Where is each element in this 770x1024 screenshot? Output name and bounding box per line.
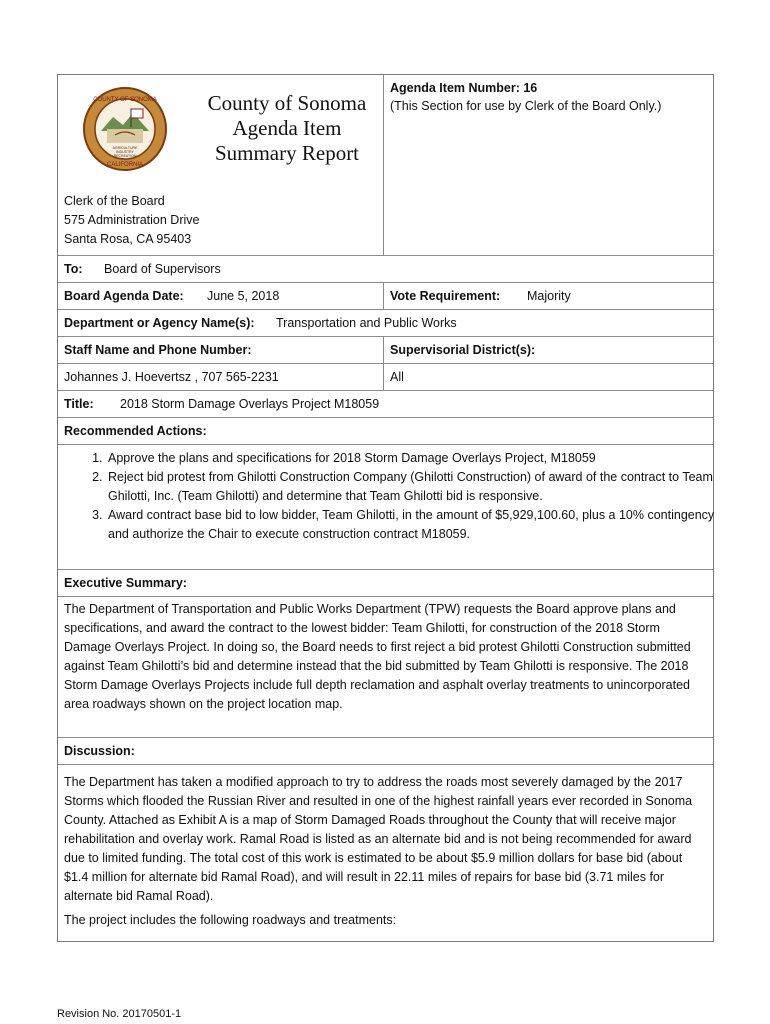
title-label: Title: [64, 397, 94, 411]
vote-requirement-label: Vote Requirement: [390, 289, 501, 303]
report-title-line1: County of Sonoma [207, 91, 367, 115]
executive-body-row [58, 596, 713, 737]
department-row [58, 309, 713, 336]
seal-top-text: COUNTY OF SONOMA [93, 97, 157, 103]
staff-label: Staff Name and Phone Number: [64, 343, 252, 357]
to-label: To: [64, 262, 83, 276]
county-seal [83, 87, 167, 171]
report-title-line3: Summary Report [214, 141, 360, 165]
discussion-paragraph-2: The project includes the following roadways and treatments: [64, 913, 397, 927]
date-vote-divider [383, 283, 384, 309]
recommended-action-item: 3. Award contract base bid to low bidder, Team Ghilotti, in the amount of $5,929,100.60, plus a 10% contingency and authorize the Chair to execute construction contract M18059. [106, 506, 736, 544]
agenda-date-label: Board Agenda Date: [64, 289, 184, 303]
seal-motto-line2: INDUSTRY [116, 150, 134, 154]
executive-header-row [58, 569, 713, 596]
vote-requirement-value: Majority [527, 289, 571, 303]
agenda-date-value: June 5, 2018 [207, 289, 280, 303]
discussion-body-row [58, 764, 713, 942]
clerk-address-line2: 575 Administration Drive [64, 213, 200, 227]
header-divider [383, 75, 384, 255]
recommended-action-item: 2. Reject bid protest from Ghilotti Construction Company (Ghilotti Construction) of award of the contract to Team Ghilotti, Inc. (Team Ghilotti) and determine that Team Ghilotti bid is responsive. [106, 468, 736, 506]
clerk-only-note: (This Section for use by Clerk of the Board Only.) [390, 99, 662, 113]
staff-value: Johannes J. Hoevertsz , 707 565-2231 [64, 370, 279, 384]
seal-bottom-text: CALIFORNIA [106, 162, 144, 168]
recommended-action-item: 1. Approve the plans and specifications for 2018 Storm Damage Overlays Project, M18059 [106, 449, 736, 468]
discussion-label: Discussion: [64, 744, 135, 758]
executive-summary-label: Executive Summary: [64, 576, 187, 590]
department-value: Transportation and Public Works [276, 316, 457, 330]
agenda-summary-form [57, 74, 714, 942]
date-vote-row [58, 282, 713, 309]
department-label: Department or Agency Name(s): [64, 316, 255, 330]
title-row [58, 390, 713, 417]
executive-summary-text: The Department of Transportation and Public Works Department (TPW) requests the Board approve plans and specifications, and award the contract to the lowest bidder: Team Ghilotti, for construction of the 2018 Storm Damage Overlays Project. In doing so, the Board needs to first reject a bid protest Ghilotti Construction submitted against Team Ghilotti’s bid and determine instead that the bid submitted by Team Ghilotti is responsive. The 2018 Storm Damage Overlays Projects include full depth reclamation and asphalt overlay treatments to unincorporated area roadways shown on the project location map. [64, 602, 691, 711]
staff-district-header-row [58, 336, 713, 363]
revision-number: Revision No. 20170501-1 [57, 1008, 182, 1020]
title-value: 2018 Storm Damage Overlays Project M18059 [120, 397, 380, 411]
district-value: All [390, 370, 404, 384]
recommended-label: Recommended Actions: [64, 424, 207, 438]
recommended-header-row [58, 417, 713, 444]
to-value: Board of Supervisors [104, 262, 221, 276]
to-row [58, 255, 713, 282]
recommended-list-row [58, 444, 713, 569]
report-title-line2: Agenda Item [232, 116, 342, 140]
discussion-paragraph-1: The Department has taken a modified approach to try to address the roads most severely damaged by the 2017 Storms which flooded the Russian River and resulted in one of the highest rainfall years ever recorded in Sonoma County. Attached as Exhibit A is a map of Storm Damaged Roads throughout the County that will receive major rehabilitation and overlay work. Ramal Road is listed as an alternate bid and is not being recommended for award due to limited funding. The total cost of this work is estimated to be about $5.9 million dollars for base bid (about $1.4 million for alternate bid Ramal Road), and will result in 22.11 miles of repairs for base bid (3.71 miles for alternate bid Ramal Road). [64, 775, 693, 903]
seal-motto-line3: RECREATION [113, 154, 137, 158]
district-label: Supervisorial District(s): [390, 343, 536, 357]
clerk-address-line3: Santa Rosa, CA 95403 [64, 232, 192, 246]
clerk-address-line1: Clerk of the Board [64, 194, 165, 208]
seal-motto-line1: AGRICULTURE [112, 146, 138, 150]
recommended-actions-list [58, 449, 736, 544]
agenda-item-number: Agenda Item Number: 16 [390, 81, 538, 95]
staff-district-value-row [58, 363, 713, 390]
discussion-header-row [58, 737, 713, 764]
